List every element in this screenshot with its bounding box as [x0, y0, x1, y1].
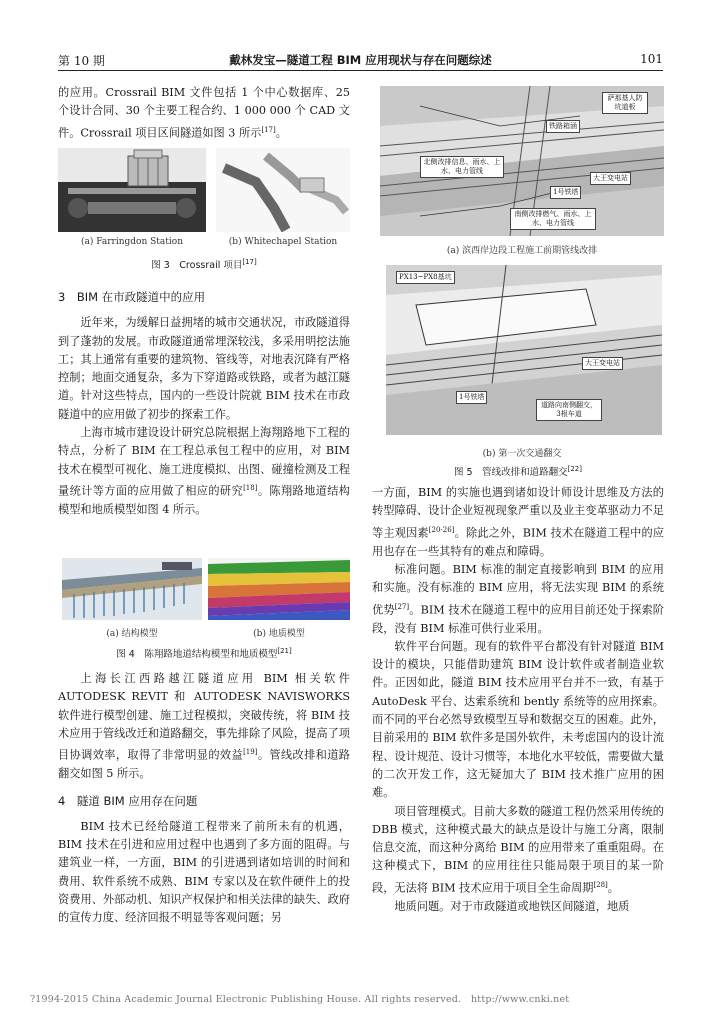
left-bottom-text — [58, 670, 350, 928]
paragraph-subjective-factors: 一方面，BIM 的实施也遇到诸如设计师设计思维及方法的转型障碍、设计企业短视现象严重以及业主变革驱动力不足等主观因素[20-26]。除此之外，BIM 技术在隧道工程中的应用也存在一些其特有的难点和障碍。 — [372, 486, 664, 558]
figure-4a-structure-model-image — [62, 558, 202, 620]
label-road-diversion: 道路向南侧翻交，3根车道 — [536, 399, 602, 421]
figure-3-caption: 图 3 Crossrail 项目[17] — [151, 257, 257, 271]
left-intro-text: 的应用。Crossrail BIM 文件包括 1 个中心数据库、25 个设计合同、30 个主要工程合约、1 000 000 个 CAD 文件。Crossrail 项目区间隧道如图 3 所示[17]。 — [58, 86, 350, 140]
figure-3a-subcaption: (a) Farringdon Station — [81, 237, 183, 247]
label-pit-px13-px8: PX13~PX8基坑 — [396, 271, 455, 284]
figure-3a-farringdon-image — [58, 148, 206, 232]
issue-number: 第 10 期 — [58, 54, 105, 68]
figure-3b-whitechapel-image — [216, 148, 350, 232]
figure-5b-subcaption: (b) 第一次交通翻交 — [482, 449, 562, 459]
label-civil-defense: 萨那基人防 坑道板 — [602, 92, 648, 114]
figure-5a-subcaption: (a) 滨西岸边段工程施工前期管线改排 — [446, 246, 598, 256]
figure-5b-traffic-diversion-map — [386, 265, 662, 435]
paragraph-bim-obstacles: BIM 技术已经给隧道工程带来了前所未有的机遇，BIM 技术在引进和应用过程中也遇到了多方面的阻碍。与建筑业一样，一方面，BIM 的引进遇到诸如培训的时间和费用、软件系统不成熟、BIM 专家以及在软件硬件上的投资费用、外部动机、知识产权保护和相关法律的缺失、政府的宣传力度、经济回报不明显等客观问题；另 — [58, 819, 350, 925]
figure-5-caption: 图 5 管线改排和道路翻交[22] — [454, 464, 582, 478]
copyright-footer: ?1994-2015 China Academic Journal Electronic Publishing House. All rights reserved. http://www.cnki.net — [30, 994, 570, 1005]
label-dawang-substation-b: 大王变电站 — [582, 357, 623, 370]
label-north-pipeline: 北侧改排信息、雨水、上水、电力管线 — [420, 156, 504, 178]
paragraph-software-platform-issue: 软件平台问题。现有的软件平台都没有针对隧道 BIM 设计的模块，只能借助建筑 BIM 设计软件或者制造业软件。正因如此，隧道 BIM 技术应用平台并不一致，有基于 AutoDesk 平台、达索系统和 bently 系统等的应用探索。而不同的平台必然导致模型互导和数据交互的困难。此外，目前采用的 BIM 软件多是国外软件，未考虑国内的设计流程、设计规范、设计习惯等，本地化水平较低，需要做大量的二次开发工作，这无疑加大了 BIM 技术推广应用的困难。 — [372, 639, 664, 800]
label-dawang-substation: 大王变电站 — [590, 172, 631, 185]
paragraph-urban-tunnels: 近年来，为缓解日益拥堵的城市交通状况，市政隧道得到了蓬勃的发展。市政隧道通常埋深较浅，多采用明挖法施工；其上通常有重要的建筑物、管线等，对地表沉降有严格控制；地面交通复杂，多为下穿道路或铁路，或者为越江隧道。针对这些特点，国内的一些设计院就 BIM 技术在市政隧道中的应用做了初步的探索工作。 — [58, 316, 350, 421]
paragraph-project-management-issue: 项目管理模式。目前大多数的隧道工程仍然采用传统的 DBB 模式，这种模式最大的缺点是设计与施工分离，限制信息交流，而这种分离给 BIM 的应用带来了重重阻碍。在这种模式下，BIM 的应用往往只能局限于项目的某一阶段，无法将 BIM 技术应用于项目全生命周期[28]。 — [372, 804, 664, 895]
label-railway-culvert: 铁路箱涵 — [546, 120, 580, 133]
label-tower-1: 1号铁塔 — [550, 186, 581, 199]
right-column-text — [372, 484, 664, 916]
figure-4-caption: 图 4 陈翔路地道结构模型和地质模型[21] — [116, 646, 292, 660]
paragraph-geology-issue: 地质问题。对于市政隧道或地铁区间隧道，地质 — [394, 899, 630, 913]
figure-3b-subcaption: (b) Whitechapel Station — [228, 237, 338, 247]
paragraph-changjiang-tunnel: 上海长江西路越江隧道应用 BIM 相关软件 AUTODESK REVIT 和 AUTODESK NAVISWORKS 软件进行模型创建、施工过程模拟，突破传统，将 BIM 技术应用于管线改迁和道路翻交，事先排除了风险，提高了项目协调效率，取得了非常明显的效益[19]。管线改排和道路翻交如图 5 所示。 — [58, 672, 350, 781]
paragraph-xianglu-tunnel: 上海市城市建设设计研究总院根据上海翔路地下工程的特点，分析了 BIM 在工程总承包工程中的应用，对 BIM 技术在模型可视化、施工进度模拟、出图、碰撞检测及工程量统计等方面的应用做了相应的研究[18]。陈翔路地道结构模型和地质模型如图 4 所示。 — [58, 426, 350, 516]
label-south-pipeline: 南侧改排燃气、雨水、上水、电力管线 — [510, 208, 596, 230]
page-number: 101 — [640, 52, 663, 66]
figure-5a-pipeline-relocation-map — [380, 86, 664, 236]
figure-4b-subcaption: (b) 地质模型 — [253, 629, 305, 639]
running-header — [58, 50, 663, 71]
section-3-heading: 3 BIM 在市政隧道中的应用 — [58, 290, 206, 304]
label-tower-1-b: 1号铁塔 — [456, 391, 487, 404]
figure-4a-subcaption: (a) 结构模型 — [106, 629, 158, 639]
section-4-heading: 4 隧道 BIM 应用存在问题 — [58, 793, 198, 808]
left-section-3 — [58, 288, 350, 519]
figure-4b-geology-model-image — [208, 558, 350, 620]
running-title: 戴林发宝—隧道工程 BIM 应用现状与存在问题综述 — [229, 53, 492, 67]
paragraph-standards-issue: 标准问题。BIM 标准的制定直接影响到 BIM 的应用和实施。没有标准的 BIM 应用，将无法实现 BIM 的系统优势[27]。BIM 技术在隧道工程中的应用目前还处于探索阶段，没有 BIM 标准可供行业采用。 — [372, 562, 664, 635]
